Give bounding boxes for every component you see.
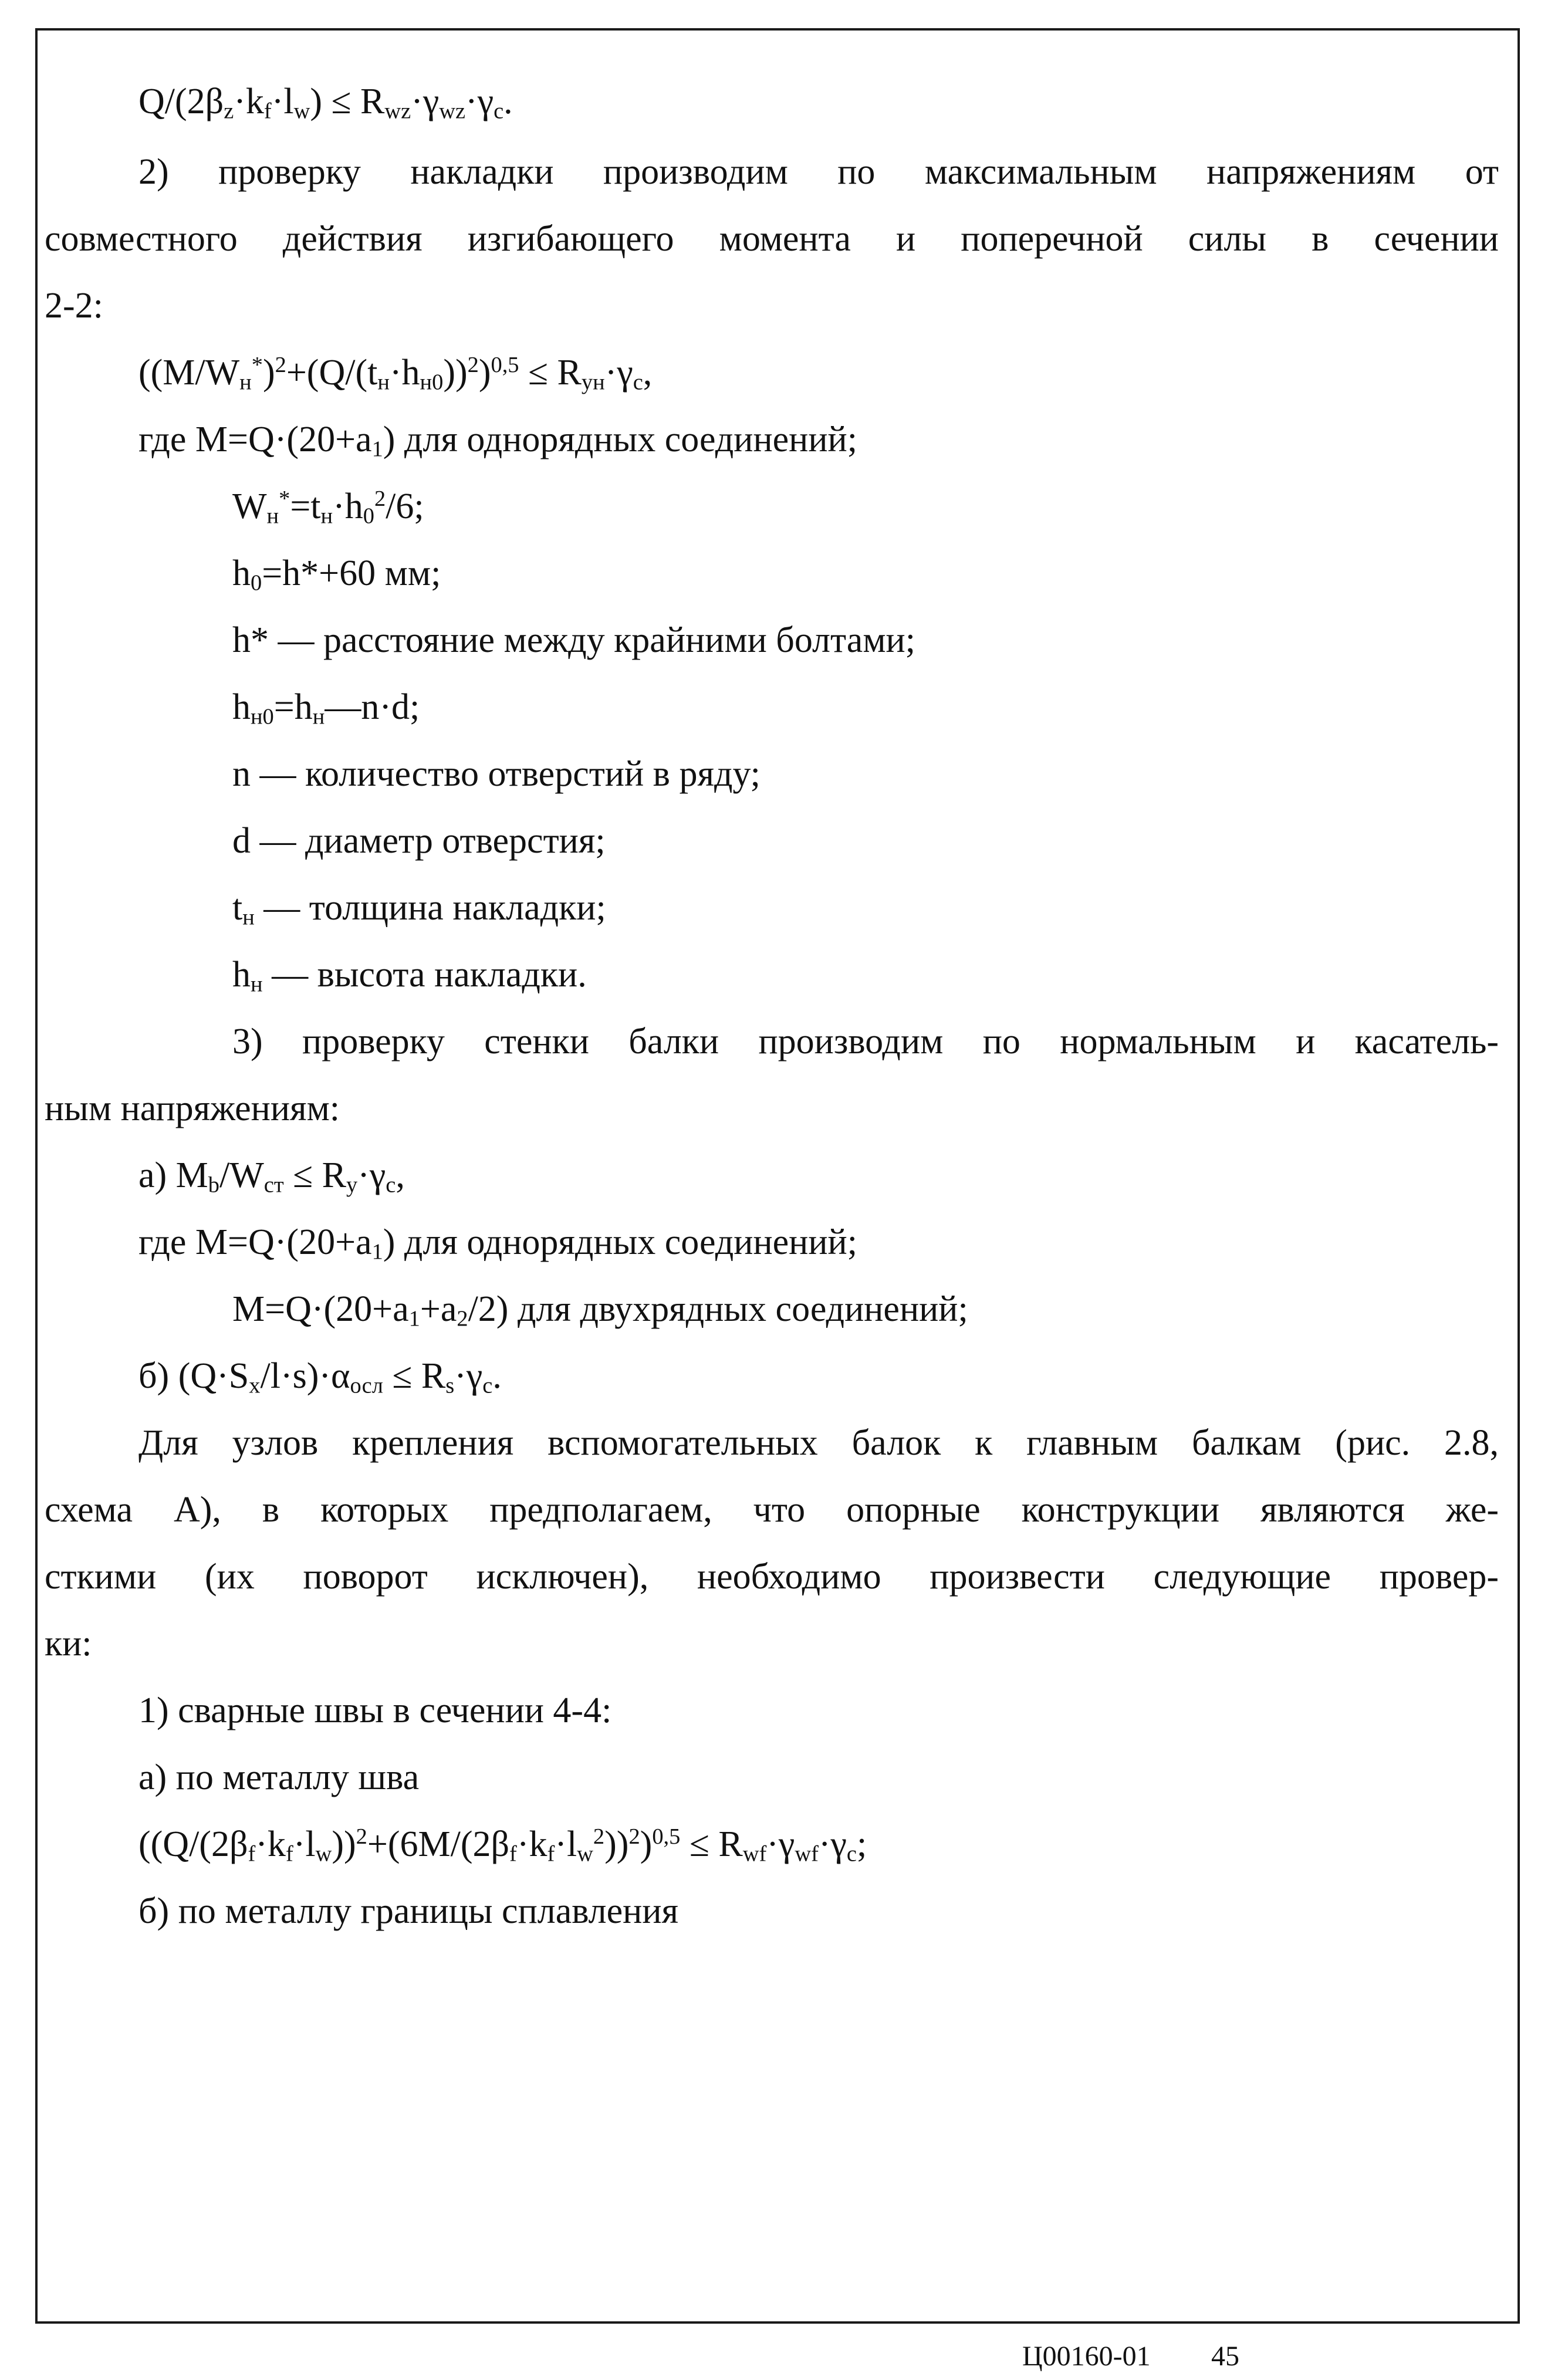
list-item: а) по металлу шва bbox=[138, 1757, 420, 1797]
formula-h0: $h_0=h*+60$ мм; bbox=[232, 553, 441, 596]
formula-shear-stress: б) $(Q\cdot S_x/l\cdot s)\cdot\alpha_{осл} \le R_s\cdot\gamma_c$. bbox=[138, 1356, 502, 1398]
page-number: 45 bbox=[1211, 2341, 1239, 2372]
paragraph-line: сткими (их поворот исключен), необходимо произвести следующие провер- bbox=[45, 1557, 1499, 1597]
formula-section-modulus: $W_н^*=t_н\cdot h_0^2/6$; bbox=[232, 486, 424, 529]
text-line: где $M=Q\cdot(20+a_1)$ для однорядных соединений; bbox=[138, 1222, 857, 1265]
formula-normal-stress: а) $M_b/W_{ст} \le R_y\cdot\gamma_c$, bbox=[138, 1155, 405, 1198]
definition-line: $h_н$ — высота накладки. bbox=[232, 955, 587, 997]
paragraph-line: Для узлов крепления вспомогательных балок к главным балкам (рис. 2.8, bbox=[138, 1423, 1499, 1463]
text-line: где $M=Q\cdot(20+a_1)$ для однорядных соединений; bbox=[138, 420, 857, 462]
formula-weld-metal: $((Q/(2\beta_f\cdot k_f\cdot l_w))^2+(6M/(2\beta_f\cdot k_f\cdot l_w^2))^2)^{0,5} \le R_{wf}\cdot\gamma_{wf}\cdot\gamma_c$; bbox=[138, 1824, 867, 1867]
text-line: ным напряжениям: bbox=[45, 1088, 340, 1128]
formula-weld-check: $Q/(2\beta_z\cdot k_f\cdot l_w) \le R_{wz}\cdot\gamma_{wz}\cdot\gamma_c$. bbox=[138, 82, 513, 124]
text-line: $M=Q\cdot(20+a_1+a_2/2)$ для двухрядных соединений; bbox=[232, 1289, 968, 1331]
item-2-heading-line: 2) проверку накладки производим по максимальным напряжениям от bbox=[138, 152, 1499, 192]
formula-plate-check: $((M/W_н^*)^2+(Q/(t_н\cdot h_{н0}))^2)^{0,5} \le R_{ун}\cdot\gamma_c$, bbox=[138, 352, 653, 395]
definition-line: $t_н$ — толщина накладки; bbox=[232, 888, 606, 930]
item-3-heading-line: 3) проверку стенки балки производим по нормальным и касатель- bbox=[232, 1022, 1499, 1061]
definition-line: n — количество отверстий в ряду; bbox=[232, 754, 761, 794]
definition-line: h* — расстояние между крайними болтами; bbox=[232, 620, 915, 660]
document-code: Ц00160-01 bbox=[1022, 2341, 1151, 2372]
formula-hn0: $h_{н0}=h_н—n\cdot d$; bbox=[232, 687, 420, 729]
list-item: 1) сварные швы в сечении 4-4: bbox=[138, 1691, 612, 1730]
text-line: совместного действия изгибающего момента и поперечной силы в сечении bbox=[45, 219, 1499, 259]
definition-line: d — диаметр отверстия; bbox=[232, 821, 606, 861]
text-line: 2-2: bbox=[45, 286, 103, 326]
list-item: б) по металлу границы сплавления bbox=[138, 1891, 679, 1931]
paragraph-line: схема А), в которых предполагаем, что опорные конструкции являются же- bbox=[45, 1490, 1499, 1530]
paragraph-line: ки: bbox=[45, 1624, 92, 1664]
